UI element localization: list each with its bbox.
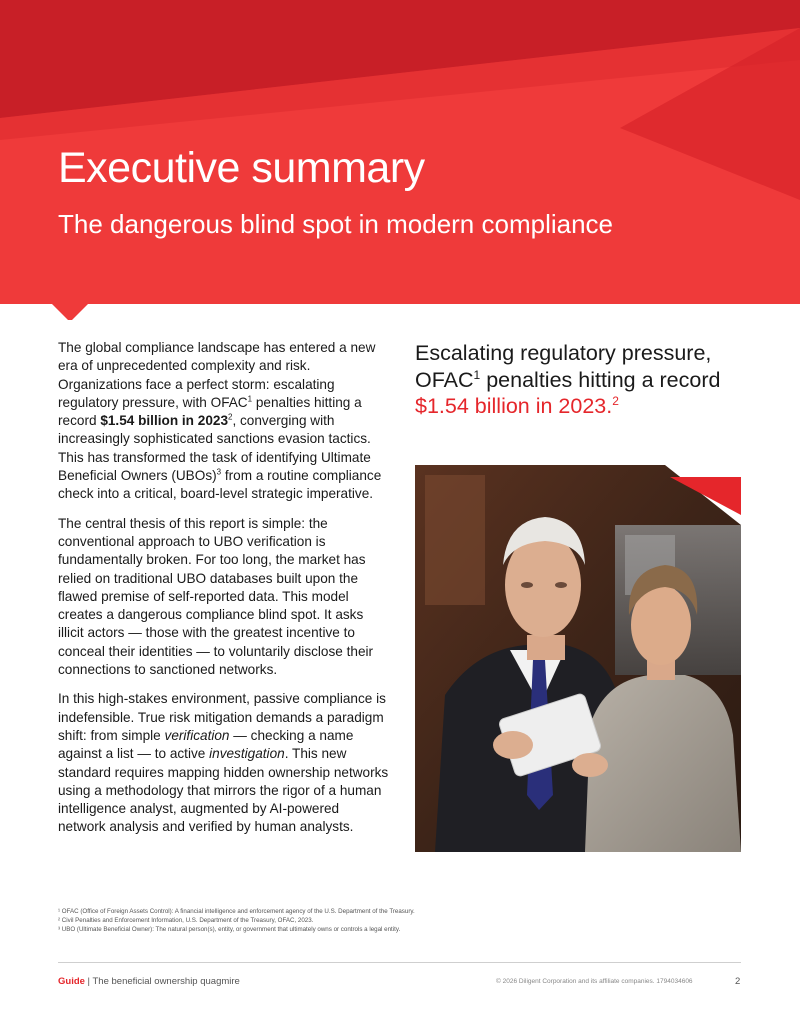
page-title: Executive summary bbox=[58, 144, 425, 192]
paragraph-3: In this high-stakes environment, passive compliance is indefensible. True risk mitigation demands a paradigm shift: from simple verification — checking a name against a list — to active investigation. This new standard requires mapping hidden ownership networks using a methodology that mirrors the rigor of a human intelligence analyst, augmented by AI-powered network analysis and verified by human analysts. bbox=[58, 691, 389, 835]
paragraph-2: The central thesis of this report is simple: the conventional approach to UBO verification is fundamentally broken. For too long, the market has relied on traditional UBO databases built upon the flawed premise of self-reported data. This model creates a dangerous compliance blind spot. It asks illicit actors — those with the greatest incentive to conceal their identities — to voluntarily disclose their connections to sanctioned networks. bbox=[58, 515, 374, 678]
body-text bbox=[58, 339, 390, 848]
footer-doc-label: Guide | The beneficial ownership quagmire bbox=[58, 976, 240, 987]
footnote-2: ² Civil Penalties and Enforcement Information, U.S. Department of the Treasury, OFAC, 2023. bbox=[58, 916, 314, 924]
footnote-3: ³ UBO (Ultimate Beneficial Owner): The natural person(s), entity, or government that ultimately owns or controls a legal entity. bbox=[58, 925, 401, 933]
paragraph-1: The global compliance landscape has entered a new era of unprecedented complexity and risk. Organizations face a perfect storm: escalating regulatory pressure, with OFAC$^1$ penalties hitting a record $1.54 billion in 2023$^2$, converging with increasingly sophisticated sanctions evasion tactics. This has transformed the task of identifying Ultimate Beneficial Owners (UBOs)$^3$ from a routine compliance check into a critical, board-level strategic imperative. bbox=[58, 340, 382, 502]
photo-illustration bbox=[415, 465, 741, 852]
hero-banner bbox=[0, 0, 800, 320]
page-number: 2 bbox=[735, 976, 741, 987]
footer-copyright: © 2026 Diligent Corporation and its affiliate companies. 1794034606 bbox=[496, 978, 693, 985]
footer-guide-label: Guide bbox=[58, 976, 85, 987]
business-people-photo bbox=[415, 465, 741, 852]
footnote-1: ¹ OFAC (Office of Foreign Assets Control): A financial intelligence and enforcement agency of the U.S. Department of the Treasury. bbox=[58, 908, 415, 915]
pull-quote: Escalating regulatory pressure, OFAC$^1$ penalties hitting a record $1.54 billion in 2023.$^2$ bbox=[415, 341, 721, 418]
page-subtitle: The dangerous blind spot in modern compliance bbox=[58, 209, 614, 239]
footnotes bbox=[58, 908, 758, 934]
footer-divider bbox=[58, 962, 741, 963]
footer-doc-title: The beneficial ownership quagmire bbox=[92, 976, 240, 987]
